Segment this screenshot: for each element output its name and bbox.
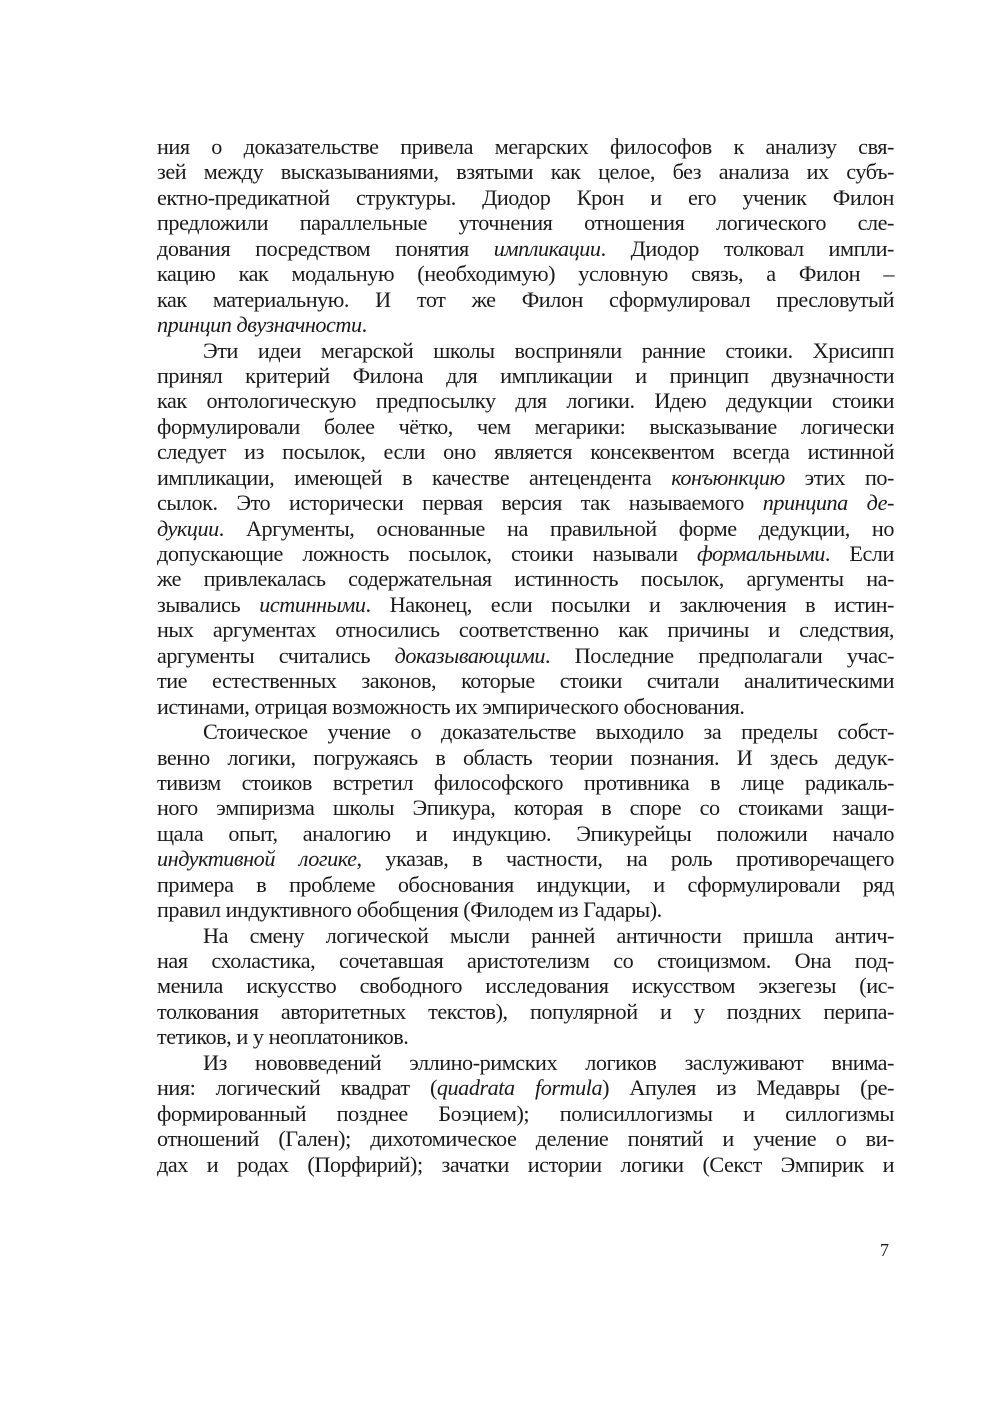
text-run: кацию как модальную (необходимую) условную связь, а Филон – xyxy=(157,261,894,287)
emphasized-term: принципа де- xyxy=(762,490,895,516)
text-run: тивизм стоиков встретил философского противника в лице радикаль- xyxy=(157,769,894,795)
text-line xyxy=(157,1050,894,1075)
emphasized-term: quadrata formula xyxy=(436,1075,603,1101)
text-run: ных аргументах относились соответственно как причины и следствия, xyxy=(157,617,894,643)
text-run: ного эмпиризма школы Эпикура, которая в споре со стоиками защи- xyxy=(157,795,894,821)
text-line xyxy=(157,999,894,1024)
text-line xyxy=(157,846,894,871)
text-run: ) Апулея из Медавры (ре- xyxy=(602,1075,894,1101)
text-run: ния о доказательстве привела мегарских философов к анализу свя- xyxy=(157,134,894,159)
page-body xyxy=(157,134,894,1177)
text-run: тетиков, и у неоплатоников. xyxy=(157,1024,409,1050)
text-run: как материальную. И тот же Филон сформулировал пресловутый xyxy=(157,286,894,312)
text-run: На смену логической мысли ранней античности пришла антич- xyxy=(203,922,894,948)
paragraph xyxy=(157,1050,894,1177)
text-run: дах и родах (Порфирий); зачатки истории логики (Секст Эмпирик и xyxy=(157,1151,894,1177)
text-line xyxy=(157,770,894,795)
text-line xyxy=(157,592,894,617)
emphasized-term: истинными xyxy=(259,591,366,617)
text-line xyxy=(157,668,894,693)
text-run: тие естественных законов, которые стоики считали аналитическими xyxy=(157,668,894,694)
text-line xyxy=(157,973,894,998)
text-line xyxy=(157,210,894,235)
text-line xyxy=(157,821,894,846)
emphasized-term: принцип двузначности xyxy=(157,312,362,338)
text-line xyxy=(157,795,894,820)
text-run: . Если xyxy=(824,541,894,566)
text-run: сылок. Это исторически первая версия так называемого xyxy=(157,490,763,516)
text-run: . Диодор толковал импли- xyxy=(600,235,894,261)
text-line xyxy=(157,1126,894,1151)
text-line xyxy=(157,745,894,770)
text-line xyxy=(157,490,894,515)
text-run: . Наконец, если посылки и заключения в истин- xyxy=(365,591,894,617)
text-run: аргументы считались xyxy=(157,642,395,668)
emphasized-term: дукции xyxy=(157,515,219,541)
text-run: этих по- xyxy=(784,464,894,490)
text-run: менила искусство свободного исследования искусством экзегезы (ис- xyxy=(157,973,894,999)
text-run: ния: логический квадрат ( xyxy=(157,1075,437,1101)
emphasized-term: доказывающими xyxy=(394,642,546,668)
text-run: Из нововведений эллино-римских логиков заслуживают внима- xyxy=(203,1049,894,1075)
text-run: венно логики, погружаясь в область теории познания. И здесь дедук- xyxy=(157,744,894,770)
page-number: 7 xyxy=(880,1240,889,1260)
text-run: . Последние предполагали учас- xyxy=(545,642,894,668)
emphasized-term: импликации xyxy=(493,235,601,261)
text-line xyxy=(157,261,894,286)
text-line xyxy=(157,719,894,744)
text-line xyxy=(157,566,894,591)
text-run: принял критерий Филона для импликации и принцип двузначности xyxy=(157,362,894,388)
text-line xyxy=(157,541,894,566)
text-run: дования посредством понятия xyxy=(157,235,494,261)
text-run: следует из посылок, если оно является консеквентом всегда истинной xyxy=(157,439,894,465)
text-line xyxy=(157,948,894,973)
text-run: толкования авторитетных текстов), популярной и у поздних перипа- xyxy=(157,998,894,1024)
paragraph xyxy=(157,719,894,923)
text-line xyxy=(157,1024,894,1049)
text-line xyxy=(157,617,894,642)
text-line xyxy=(157,236,894,261)
text-line xyxy=(157,287,894,312)
text-run: допускающие ложность посылок, стоики называли xyxy=(157,541,697,566)
text-run: . xyxy=(361,312,367,338)
text-run: Эти идеи мегарской школы восприняли ранние стоики. Хрисипп xyxy=(203,337,894,363)
text-line xyxy=(157,1075,894,1100)
text-run: импликации, имеющей в качестве антецендента xyxy=(157,464,672,490)
text-run: предложили параллельные уточнения отношения логического сле- xyxy=(157,210,894,236)
text-run: зей между высказываниями, взятыми как целое, без анализа их субъ- xyxy=(157,159,894,185)
text-run: , указав, в частности, на роль противоречащего xyxy=(356,846,894,872)
paragraph xyxy=(157,923,894,1050)
text-line xyxy=(157,694,894,719)
text-line xyxy=(157,897,894,922)
text-line xyxy=(157,338,894,363)
text-run: примера в проблеме обоснования индукции, и сформулировали ряд xyxy=(157,871,894,897)
text-line xyxy=(157,388,894,413)
text-run: формированный позднее Боэцием); полисиллогизмы и силлогизмы xyxy=(157,1100,894,1126)
text-run: правил индуктивного обобщения (Филодем из Гадары). xyxy=(157,897,662,923)
text-line xyxy=(157,185,894,210)
text-line xyxy=(157,1152,894,1177)
emphasized-term: индуктивной логике xyxy=(157,846,357,872)
text-run: же привлекалась содержательная истинность посылок, аргументы на- xyxy=(157,566,894,592)
text-line xyxy=(157,363,894,388)
paragraph xyxy=(157,338,894,720)
text-line xyxy=(157,1101,894,1126)
text-line xyxy=(157,312,894,337)
text-line xyxy=(157,923,894,948)
text-run: как онтологическую предпосылку для логики. Идею дедукции стоики xyxy=(157,388,894,414)
text-run: ектно-предикатной структуры. Диодор Крон и его ученик Филон xyxy=(157,184,894,210)
emphasized-term: формальными xyxy=(696,541,825,566)
text-run: истинами, отрицая возможность их эмпирического обоснования. xyxy=(157,693,745,719)
text-run: . Аргументы, основанные на правильной форме дедукции, но xyxy=(218,515,894,541)
text-run: щала опыт, аналогию и индукцию. Эпикурейцы положили начало xyxy=(157,820,894,846)
paragraph xyxy=(157,134,894,338)
text-run: зывались xyxy=(157,591,260,617)
text-line xyxy=(157,643,894,668)
text-line xyxy=(157,465,894,490)
emphasized-term: конъюнкцию xyxy=(671,464,785,490)
text-line xyxy=(157,414,894,439)
text-line xyxy=(157,516,894,541)
text-run: отношений (Гален); дихотомическое деление понятий и учение о ви- xyxy=(157,1126,894,1152)
text-line xyxy=(157,439,894,464)
text-line xyxy=(157,872,894,897)
text-run: Стоическое учение о доказательстве выходило за пределы собст- xyxy=(203,719,894,745)
text-line xyxy=(157,159,894,184)
text-run: формулировали более чётко, чем мегарики: высказывание логически xyxy=(157,413,894,439)
text-line xyxy=(157,134,894,159)
text-run: ная схоластика, сочетавшая аристотелизм со стоицизмом. Она под- xyxy=(157,948,894,973)
